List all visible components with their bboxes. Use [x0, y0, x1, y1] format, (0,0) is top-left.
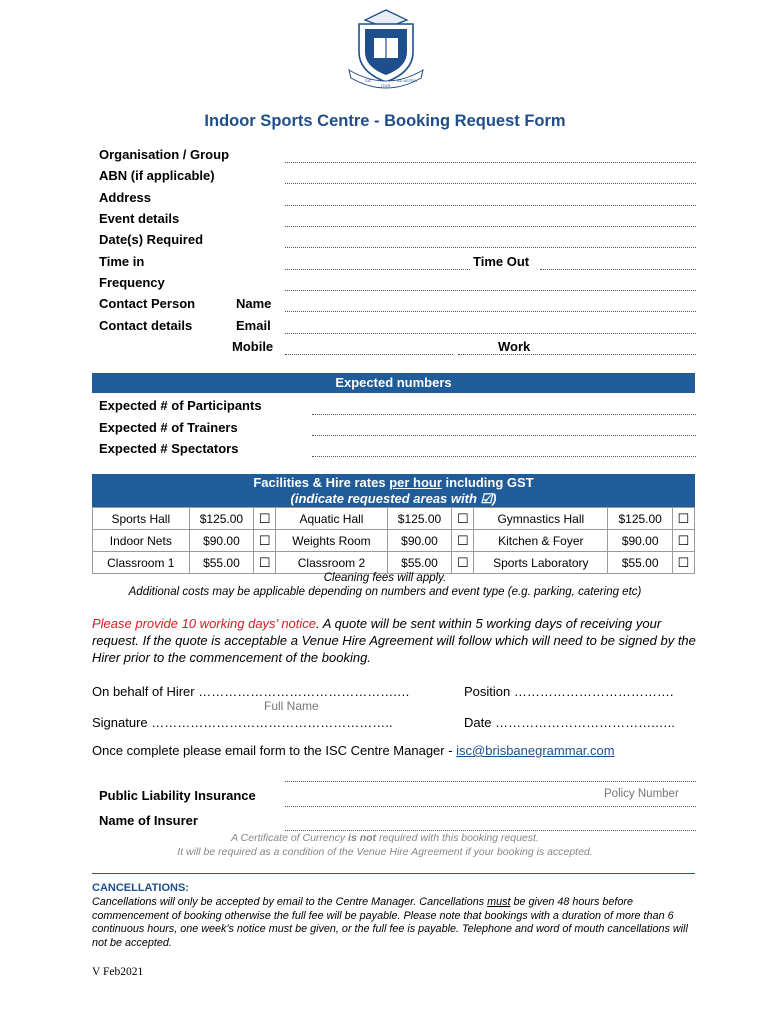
signature-field[interactable]: Signature ………………………………………………..: [92, 715, 393, 730]
facility-rate: $125.00: [608, 508, 673, 530]
facility-name: Gymnastics Hall: [474, 508, 608, 530]
label-public-liability: Public Liability Insurance: [99, 788, 256, 803]
facility-rate: $55.00: [608, 552, 673, 574]
facility-checkbox[interactable]: ☐: [254, 508, 276, 530]
facility-rate: $125.00: [387, 508, 452, 530]
table-row: [93, 530, 695, 552]
label-contact-details: Contact details: [99, 318, 193, 333]
full-name-hint: Full Name: [264, 699, 319, 713]
insurer-field[interactable]: [285, 830, 696, 831]
svg-text:ITUR: ITUR: [381, 83, 391, 88]
cleaning-note: Cleaning fees will apply.: [323, 572, 447, 584]
table-row: [93, 552, 695, 574]
cancellations-text: Cancellations will only be accepted by email to the Centre Manager. Cancellations must be given 48 hours before commencement of booking otherwise the full fee will be payable. Please note that bookings with a duration of more than 6 continuous hours, one week's notice must be given, or the full fee is payable. Telephone and word of mouth cancellations will not be accepted.: [92, 896, 688, 949]
email-link[interactable]: isc@brisbanegrammar.com: [456, 743, 615, 758]
facility-rate: $55.00: [387, 552, 452, 574]
participants-field[interactable]: [312, 414, 696, 415]
svg-text:AD ASTRA: AD ASTRA: [397, 78, 417, 83]
facility-rate: $90.00: [387, 530, 452, 552]
label-abn: ABN (if applicable): [99, 168, 215, 183]
label-trainers: Expected # of Trainers: [99, 420, 238, 435]
label-spectators: Expected # Spectators: [99, 441, 239, 456]
facility-name: Classroom 2: [276, 552, 387, 574]
facility-name: Sports Hall: [93, 508, 190, 530]
label-email: Email: [236, 318, 271, 333]
label-address: Address: [99, 190, 152, 205]
divider: [92, 873, 695, 874]
abn-field[interactable]: [285, 183, 696, 184]
school-crest-logo: [345, 8, 427, 94]
on-behalf-of-hirer-field[interactable]: On behalf of Hirer ……………………………………….…: [92, 684, 410, 699]
facility-checkbox[interactable]: ☐: [254, 530, 276, 552]
email-field[interactable]: [285, 333, 696, 334]
label-work: Work: [498, 339, 531, 354]
certificate-note: A Certificate of Currency is not required with this booking request.: [231, 832, 539, 844]
date-field[interactable]: Date ……………………………….…..: [464, 715, 675, 730]
facility-name: Aquatic Hall: [276, 508, 387, 530]
label-frequency: Frequency: [99, 275, 165, 290]
facility-rate: $125.00: [189, 508, 254, 530]
event-details-field[interactable]: [285, 226, 696, 227]
version-label: V Feb2021: [92, 966, 144, 978]
facility-name: Indoor Nets: [93, 530, 190, 552]
expected-numbers-header: Expected numbers: [92, 373, 695, 393]
label-contact-person: Contact Person: [99, 296, 196, 311]
certificate-note-2: It will be required as a condition of the Venue Hire Agreement if your booking is accepted.: [177, 846, 593, 858]
facility-checkbox[interactable]: ☐: [452, 508, 474, 530]
position-field[interactable]: Position ……………………………….: [464, 684, 674, 699]
facility-name: Kitchen & Foyer: [474, 530, 608, 552]
mobile-field[interactable]: [285, 354, 453, 355]
work-field[interactable]: [458, 354, 696, 355]
facility-rate: $55.00: [189, 552, 254, 574]
facility-checkbox[interactable]: ☐: [254, 552, 276, 574]
trainers-field[interactable]: [312, 435, 696, 436]
email-instruction: Once complete please email form to the ISC Centre Manager - isc@brisbanegrammar.com: [92, 743, 615, 758]
notice-paragraph: Please provide 10 working days’ notice. A quote will be sent within 5 working days of receiving your request. If the quote is acceptable a Venue Hire Agreement will follow which will need to be signed by the Hirer prior to the commencement of the booking.: [92, 616, 696, 665]
facility-checkbox[interactable]: ☐: [673, 530, 695, 552]
page-title: Indoor Sports Centre - Booking Request Form: [204, 112, 566, 130]
frequency-field[interactable]: [285, 290, 696, 291]
cancellations-heading: CANCELLATIONS:: [92, 882, 189, 894]
facilities-rates-table: [92, 507, 695, 574]
label-time-out: Time Out: [473, 254, 530, 269]
facility-checkbox[interactable]: ☐: [452, 530, 474, 552]
label-participants: Expected # of Participants: [99, 398, 262, 413]
facility-checkbox[interactable]: ☐: [673, 508, 695, 530]
facility-name: Classroom 1: [93, 552, 190, 574]
label-dates: Date(s) Required: [99, 232, 204, 247]
time-out-field[interactable]: [540, 269, 696, 270]
additional-costs-note: Additional costs may be applicable depending on numbers and event type (e.g. parking, catering etc): [128, 586, 642, 598]
policy-number-field[interactable]: [285, 806, 696, 807]
facility-rate: $90.00: [189, 530, 254, 552]
organisation-field[interactable]: [285, 162, 696, 163]
table-row: [93, 508, 695, 530]
label-event-details: Event details: [99, 211, 180, 226]
dates-field[interactable]: [285, 247, 696, 248]
label-name: Name: [236, 296, 272, 311]
time-in-field[interactable]: [285, 269, 470, 270]
facility-checkbox[interactable]: ☐: [452, 552, 474, 574]
public-liability-field[interactable]: [285, 781, 696, 782]
svg-text:SIC: SIC: [365, 78, 372, 83]
label-time-in: Time in: [99, 254, 145, 269]
facility-checkbox[interactable]: ☐: [673, 552, 695, 574]
facility-rate: $90.00: [608, 530, 673, 552]
facility-name: Weights Room: [276, 530, 387, 552]
policy-number-hint: Policy Number: [604, 788, 679, 800]
address-field[interactable]: [285, 205, 696, 206]
facility-name: Sports Laboratory: [474, 552, 608, 574]
spectators-field[interactable]: [312, 456, 696, 457]
label-organisation: Organisation / Group: [99, 147, 230, 162]
label-mobile: Mobile: [232, 339, 274, 354]
label-insurer: Name of Insurer: [99, 813, 198, 828]
name-field[interactable]: [285, 311, 696, 312]
facilities-subheader: (indicate requested areas with ☑): [290, 491, 497, 506]
facilities-header: Facilities & Hire rates per hour including GST (indicate requested areas with ☑): [92, 474, 695, 508]
